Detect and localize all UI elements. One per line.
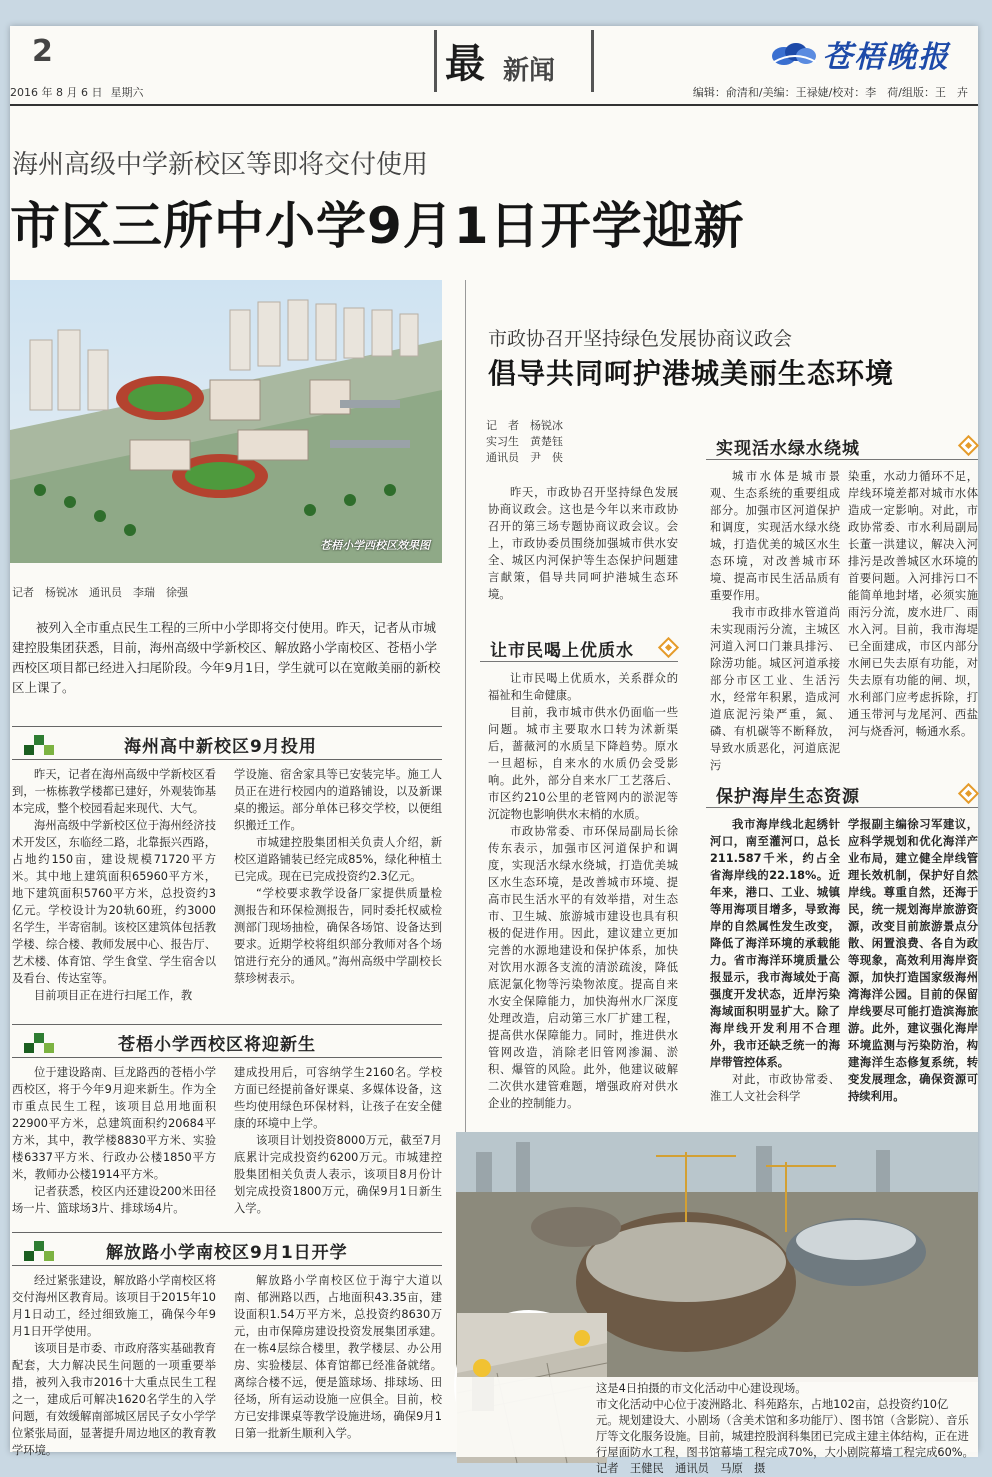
paragraph: 该项目计划投资8000万元，截至7月底累计完成投资约6200万元。市城建控股集团相关负责人表示，该项目8月份计划完成投资1800万元，确保9月1日新生入学。 [234,1134,442,1215]
masthead-title: 苍梧晚报 [822,40,950,75]
cangwu-col-1 [12,1064,216,1217]
paragraph: 目前项目正在进行扫尾工作，教 [34,989,193,1002]
main-byline: 记者 杨锐冰 通讯员 李瑞 徐强 [12,586,188,599]
photo-caption-block [456,1377,978,1475]
paragraph: 学设施、宿舍家具等已安装完毕。施工人员正在进行校园内的道路铺设，以及新课桌的搬运。部分单体已移交学校，以便组织搬迁工作。 [234,768,442,832]
diamond-icon [658,637,679,658]
jiefanglu-col-1 [12,1272,216,1459]
section-title-haizhou [12,726,442,760]
photo-caption-text [596,1397,970,1477]
paragraph: 海州高级中学新校区位于海州经济技术开发区，东临经二路，北靠振兴西路，占地约150亩，建设规模71720平方米。其中地上建筑面积65960平方米，地下建筑面积5760平方米，总投资约3亿元。学校设计为20轨60班，约3000名学生，半寄宿制。该校区建筑体包括教学楼、综合楼、教师发展中心、报告厅、艺术楼、体育馆、学生食堂、学生宿舍以及看台、传达室等。 [12,819,216,985]
newspaper-page [10,26,978,1475]
section-title-jiefanglu [12,1232,442,1266]
caption-body: 市文化活动中心位于凌洲路北、科苑路东，占地102亩，总投资约10亿元。规划建设大、小剧场（含美术馆和多功能厅）、图书馆（含影院）、音乐厅等文化服务设施。目前，城建控股润科集团已完成主建主体结构，正在进行屋面防水工程，图书馆幕墙工程完成70%，大小剧院幕墙工程完成60%。 [596,1398,969,1459]
section-title-text: 苍梧小学西校区将迎新生 [118,1035,316,1055]
section-title-text: 解放路小学南校区9月1日开学 [106,1243,348,1263]
photo-credit: 记者 王健民 通讯员 马原 摄 [596,1462,766,1475]
byline-line: 通讯员 尹 侠 [486,451,563,464]
byline-line: 实习生 黄楚钰 [486,435,563,448]
section-title-text: 保护海岸生态资源 [716,787,860,807]
paragraph: 位于建设路南、巨龙路西的苍梧小学西校区，将于今年9月迎来新生。作为全市重点民生工程，该项目总用地面积22900平方米，总建筑面积约20684平方米，其中，教学楼8830平方米、实验楼6337平方米、行政办公楼1850平方米，教师办公楼1914平方米。 [12,1066,216,1181]
section-title-coast [706,778,978,808]
paragraph: “学校要求教学设备厂家提供质量检测报告和环保检测报告，同时委托权威检测部门现场抽检，确保各场馆、设备达到要求。近期学校将组织部分教师对各个场馆进行充分的通风。”海州高级中学副校长蔡珍树表示。 [234,887,442,985]
paragraph: 解放路小学南校区位于海宁大道以南、郁洲路以西，占地面积43.35亩，建设面积1.54万平方米，总投资约8630万元，由市保障房建设投资发展集团承建。在一栋4层综合楼里，教学楼层、办公用房、实验楼层、体育馆都已经准备就绪。离综合楼不远，便是篮球场、排球场、田径场，所有运动设施一应俱全。目前，校方已安排课桌等教学设施进场，确保9月1日第一批新生顺利入学。 [234,1274,442,1440]
paragraph: 让市民喝上优质水，关系群众的福祉和生命健康。 [488,672,678,702]
paragraph: 市政协常委、市环保局副局长徐传东表示，加强市区河道保护和调度，实现活水绿水绕城，打造优美城区水生态环境，是改善城市环境、提高市民生活水平的有效举措，对生态市、卫生城、旅游城市建设也具有积极的促进作用。因此，建议建立更加完善的水源地建设和保护体系，加快对饮用水源各支流的清淤疏浚，降低底泥氯化物等污染物浓度。提高自来水安全保障能力，加快海州水厂深度处理改造，启动第三水厂扩建工程，提高供水保障能力。同时，推进供水管网改造，消除老旧管网渗漏、淤积、爆管的风险。此外，他建议破解二次供水建管难题，增强政府对供水企业的控制能力。 [488,825,678,1110]
haizhou-col-1 [12,766,216,1004]
diamond-icon [958,435,979,456]
paragraph: 学报副主编徐习军建议，应科学规划和优化海洋产业布局，建立健全岸线管理长效机制，保护好自然岸线。尊重自然，还海于民，统一规划海岸旅游资源，改变目前旅游景点分散、闲置浪费、各自为政等现象，高效利用海岸资源，加快打造国家级海州湾海洋公园。目前的保留岸线要尽可能打造滨海旅游。此外，建议强化海岸环境监测与污染防治，构建海洋生态修复系统，转变发展理念，确保资源可持续利用。 [848,818,978,1103]
section-title-text: 让市民喝上优质水 [490,641,634,661]
photo-caption-title: 这是4日拍摄的市文化活动中心建设现场。 [596,1382,807,1395]
page-number: 2 [32,34,53,69]
right-intro [488,484,678,603]
masthead-logo-icon [770,36,820,70]
paragraph: 该项目是市委、市政府落实基础教育配套，大力解决民生问题的一项重要举措，被列入我市2016十大重点民生工程之一，建成后可解决1620名学生的入学问题，有效缓解南部城区居民子女小学学位紧张局面，显著提升周边地区的教育教学环境。 [12,1342,216,1457]
main-lead: 被列入全市重点民生工程的三所中小学即将交付使用。昨天，记者从市城建控股集团获悉，目前，海州高级中学新校区、解放路小学南校区、苍梧小学西校区项目都已经进入扫尾阶段。今年9月1日，学生就可以在宽敞美丽的新校区上课了。 [12,620,441,695]
river-col-2 [848,468,978,740]
main-subhead: 海州高级中学新校区等即将交付使用 [12,150,429,180]
school-rendering-illustration [10,280,442,563]
masthead [770,30,960,82]
issue-date: 2016 年 8 月 6 日 [10,86,103,99]
paragraph: 市城建控股集团相关负责人介绍，新校区道路铺装已经完成85%，绿化种植土已完成。现在已完成投资约2.3亿元。 [234,836,442,883]
section-title-water [480,632,678,662]
photo-caption: 苍梧小学西校区效果图 [320,539,430,552]
paragraph: 城市水体是城市景观、生态系统的重要组成部分。加强市区河道保护和调度，实现活水绿水绕城，打造优美的城区水生态环境，对改善城市环境、提高市民生活品质有重要作用。 [710,470,840,602]
paragraph: 昨天，市政协召开坚持绿色发展协商议政会。这也是今年以来市政协召开的第三场专题协商议政会议。会上，市政协委员围绕加强城市供水安全、城区内河保护等生态保护问题建言献策，倡导共同呵护港城生态环境。 [488,486,678,601]
dateline [10,84,151,100]
header-rule [10,104,978,106]
coast-col-2 [848,816,978,1105]
diamond-icon [958,783,979,804]
paragraph: 记者获悉，校区内还建设200米田径场一片、篮球场3片、排球场4片。 [12,1185,216,1215]
main-headline: 市区三所中小学9月1日开学迎新 [10,197,745,255]
paragraph: 昨天，记者在海州高级中学新校区看到，一栋栋教学楼都已建好，外观装饰基本完成，整个校园看起来现代、大气。 [12,768,216,815]
coast-col-1 [710,816,840,1105]
right-headline: 倡导共同呵护港城美丽生态环境 [488,357,895,390]
paragraph: 我市海岸线北起绣针河口，南至灌河口，总长211.587千米，约占全省海岸线的22.18%。近年来，港口、工业、城镇等用海项目增多，导致海岸的自然属性发生改变，降低了海洋环境的承载能力。省市海洋环境质量公报显示，我市海域处于高强度开发状态，近岸污染海域面积明显扩大。除了海岸线开发利用不合理外，我市还缺乏统一的海岸带管控体系。 [710,818,840,1069]
cangwu-col-2 [234,1064,442,1217]
paragraph: 目前，我市城市供水仍面临一些问题。城市主要取水口转为沭新渠后，蔷薇河的水质呈下降趋势。原水一旦超标，自来水的水质仍会受影响。此外，部分自来水厂工艺落后、市区约210公里的老管网内的淤泥等沉淀物也影响供水末梢的水质。 [488,706,678,821]
right-byline [486,418,563,466]
paragraph: 对此，市政协常委、淮工人文社会科学 [710,1073,840,1103]
section-title-river [706,430,978,460]
paragraph: 经过紧张建设，解放路小学南校区将交付海州区教育局。该项目于2015年10月1日动工，经过细致施工，确保今年9月1日开学使用。 [12,1274,216,1338]
section-label [434,30,594,92]
section-title-text: 实现活水绿水绕城 [716,439,860,459]
section-title-cangwu [12,1024,442,1058]
section-name: 新闻 [503,56,556,86]
school-rendering-photo [10,280,442,563]
paragraph: 我市市政排水管道尚未实现雨污分流，主城区河道入河口门兼具排污、除涝功能。城区河道承接部分市区工业、生活污水，经常年积累，造成河道底泥污染严重，氮、磷、有机碳等不断释放，导致水质恶化，河道底泥污 [710,606,840,772]
weekday: 星期六 [110,86,144,99]
section-title-text: 海州高中新校区9月投用 [124,737,317,757]
culture-center-photo [456,1132,978,1475]
water-text [488,670,678,1112]
paragraph: 建成投用后，可容纳学生2160名。学校方面已经提前备好课桌、多媒体设备，这些均使用绿色环保材料，让孩子在安全健康的环境中上学。 [234,1066,442,1130]
river-col-1 [710,468,840,774]
paragraph: 染重，水动力循环不足，岸线环境差都对城市水体造成一定影响。对此，市政协常委、市水利局副局长董一洪建议，解决入河排污是改善城区水环境的首要问题。入河排污口不能简单地封堵，必须实施雨污分流，废水进厂、雨水入河。目前，我市海堤已全面建成，市区内部分水闸已失去原有功能，对失去原有功能的闸、坝，水利部门应考虑拆除，打通玉带河与龙尾河、西盐河与烧香河，畅通水系。 [848,470,978,738]
haizhou-col-2 [234,766,442,987]
section-big-char: 最 [445,40,485,87]
jiefanglu-col-2 [234,1272,442,1442]
byline-line: 记 者 杨锐冰 [486,419,563,432]
editor-credits: 编辑：俞清和/美编：王禄婕/校对：李 荷/组版：王 卉 [692,86,968,99]
right-subhead: 市政协召开坚持绿色发展协商议政会 [488,328,793,350]
